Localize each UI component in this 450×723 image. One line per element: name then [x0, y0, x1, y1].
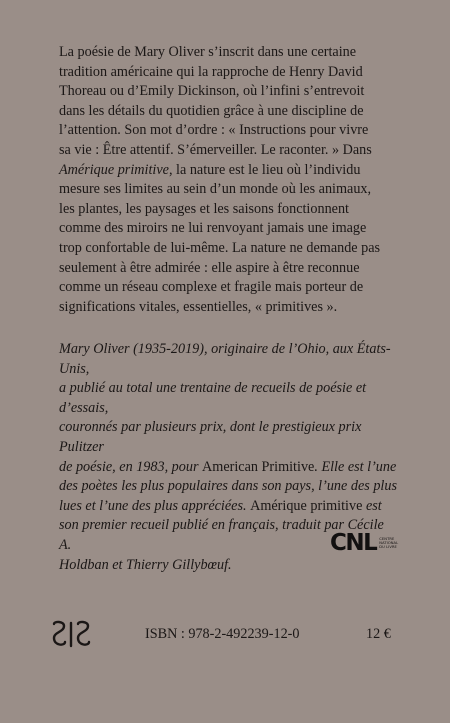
footer: [0, 620, 450, 650]
blurb-line: les plantes, les paysages et les saisons fonctionnent: [59, 200, 349, 217]
cnl-logo-caption-line: NATIONAL: [379, 541, 399, 545]
price: 12 €: [366, 626, 391, 642]
blurb-line: sa vie : Être attentif. S’émerveiller. Le raconter. » Dans: [59, 141, 372, 158]
bio-line: Mary Oliver (1935-2019), originaire de l’Ohio, aux États-Unis,: [59, 341, 391, 377]
bio-line: de poésie, en 1983, pour: [59, 458, 203, 475]
cnl-logo-mark: CNL: [330, 529, 377, 556]
blurb-line: Thoreau ou d’Emily Dickinson, où l’infini s’entrevoit: [59, 83, 365, 100]
blurb-line: tradition américaine qui la rapproche de Henry David: [59, 63, 363, 80]
blurb-line: trop confortable de lui-même. La nature ne demande pas: [59, 239, 381, 256]
blurb-line: seulement à être admirée : elle aspire à être reconnue: [59, 259, 360, 276]
bio-line: lues et l’une des plus appréciées.: [59, 497, 251, 514]
blurb-paragraph: [59, 43, 397, 317]
blurb-line: comme des miroirs ne lui renvoyant jamais une image: [59, 220, 367, 237]
book-title-roman: American Primitive: [202, 458, 315, 475]
cnl-logo-caption: [379, 537, 398, 549]
blurb-line: , la nature est le lieu où l’individu: [168, 161, 361, 178]
blurb-line: mesure ses limites au sein d’un monde où les animaux,: [59, 181, 372, 198]
blurb-line: significations vitales, essentielles, « primitives ».: [59, 298, 338, 315]
blurb-line: dans les détails du quotidien grâce à une discipline de: [59, 102, 364, 119]
bio-line: . Elle est l’une: [314, 458, 397, 475]
blurb-line: La poésie de Mary Oliver s’inscrit dans une certaine: [59, 44, 357, 60]
bio-line: est: [362, 497, 382, 514]
blurb-line: l’attention. Son mot d’ordre : « Instructions pour vivre: [59, 122, 369, 139]
cnl-logo-caption-line: CENTRE: [379, 537, 395, 541]
bio-line: a publié au total une trentaine de recueils de poésie et d’essais,: [59, 380, 367, 416]
cnl-logo-caption-line: DU LIVRE: [379, 545, 397, 549]
book-title-italic: Amérique primitive: [59, 161, 169, 178]
book-title-roman: Amérique primitive: [250, 497, 363, 514]
publisher-logo-icon: [50, 620, 92, 650]
bio-line: son premier recueil publié en français, traduit par Cécile A.: [59, 517, 384, 553]
isbn-number: ISBN : 978-2-492239-12-0: [145, 626, 300, 642]
cnl-logo: [330, 527, 400, 559]
bio-line: des poètes les plus populaires dans son pays, l’une des plus: [59, 478, 397, 495]
bio-line: couronnés par plusieurs prix, dont le prestigieux prix Pulitzer: [59, 419, 362, 455]
blurb-line: comme un réseau complexe et fragile mais porteur de: [59, 279, 364, 296]
bio-line: Holdban et Thierry Gillybœuf.: [59, 556, 232, 573]
